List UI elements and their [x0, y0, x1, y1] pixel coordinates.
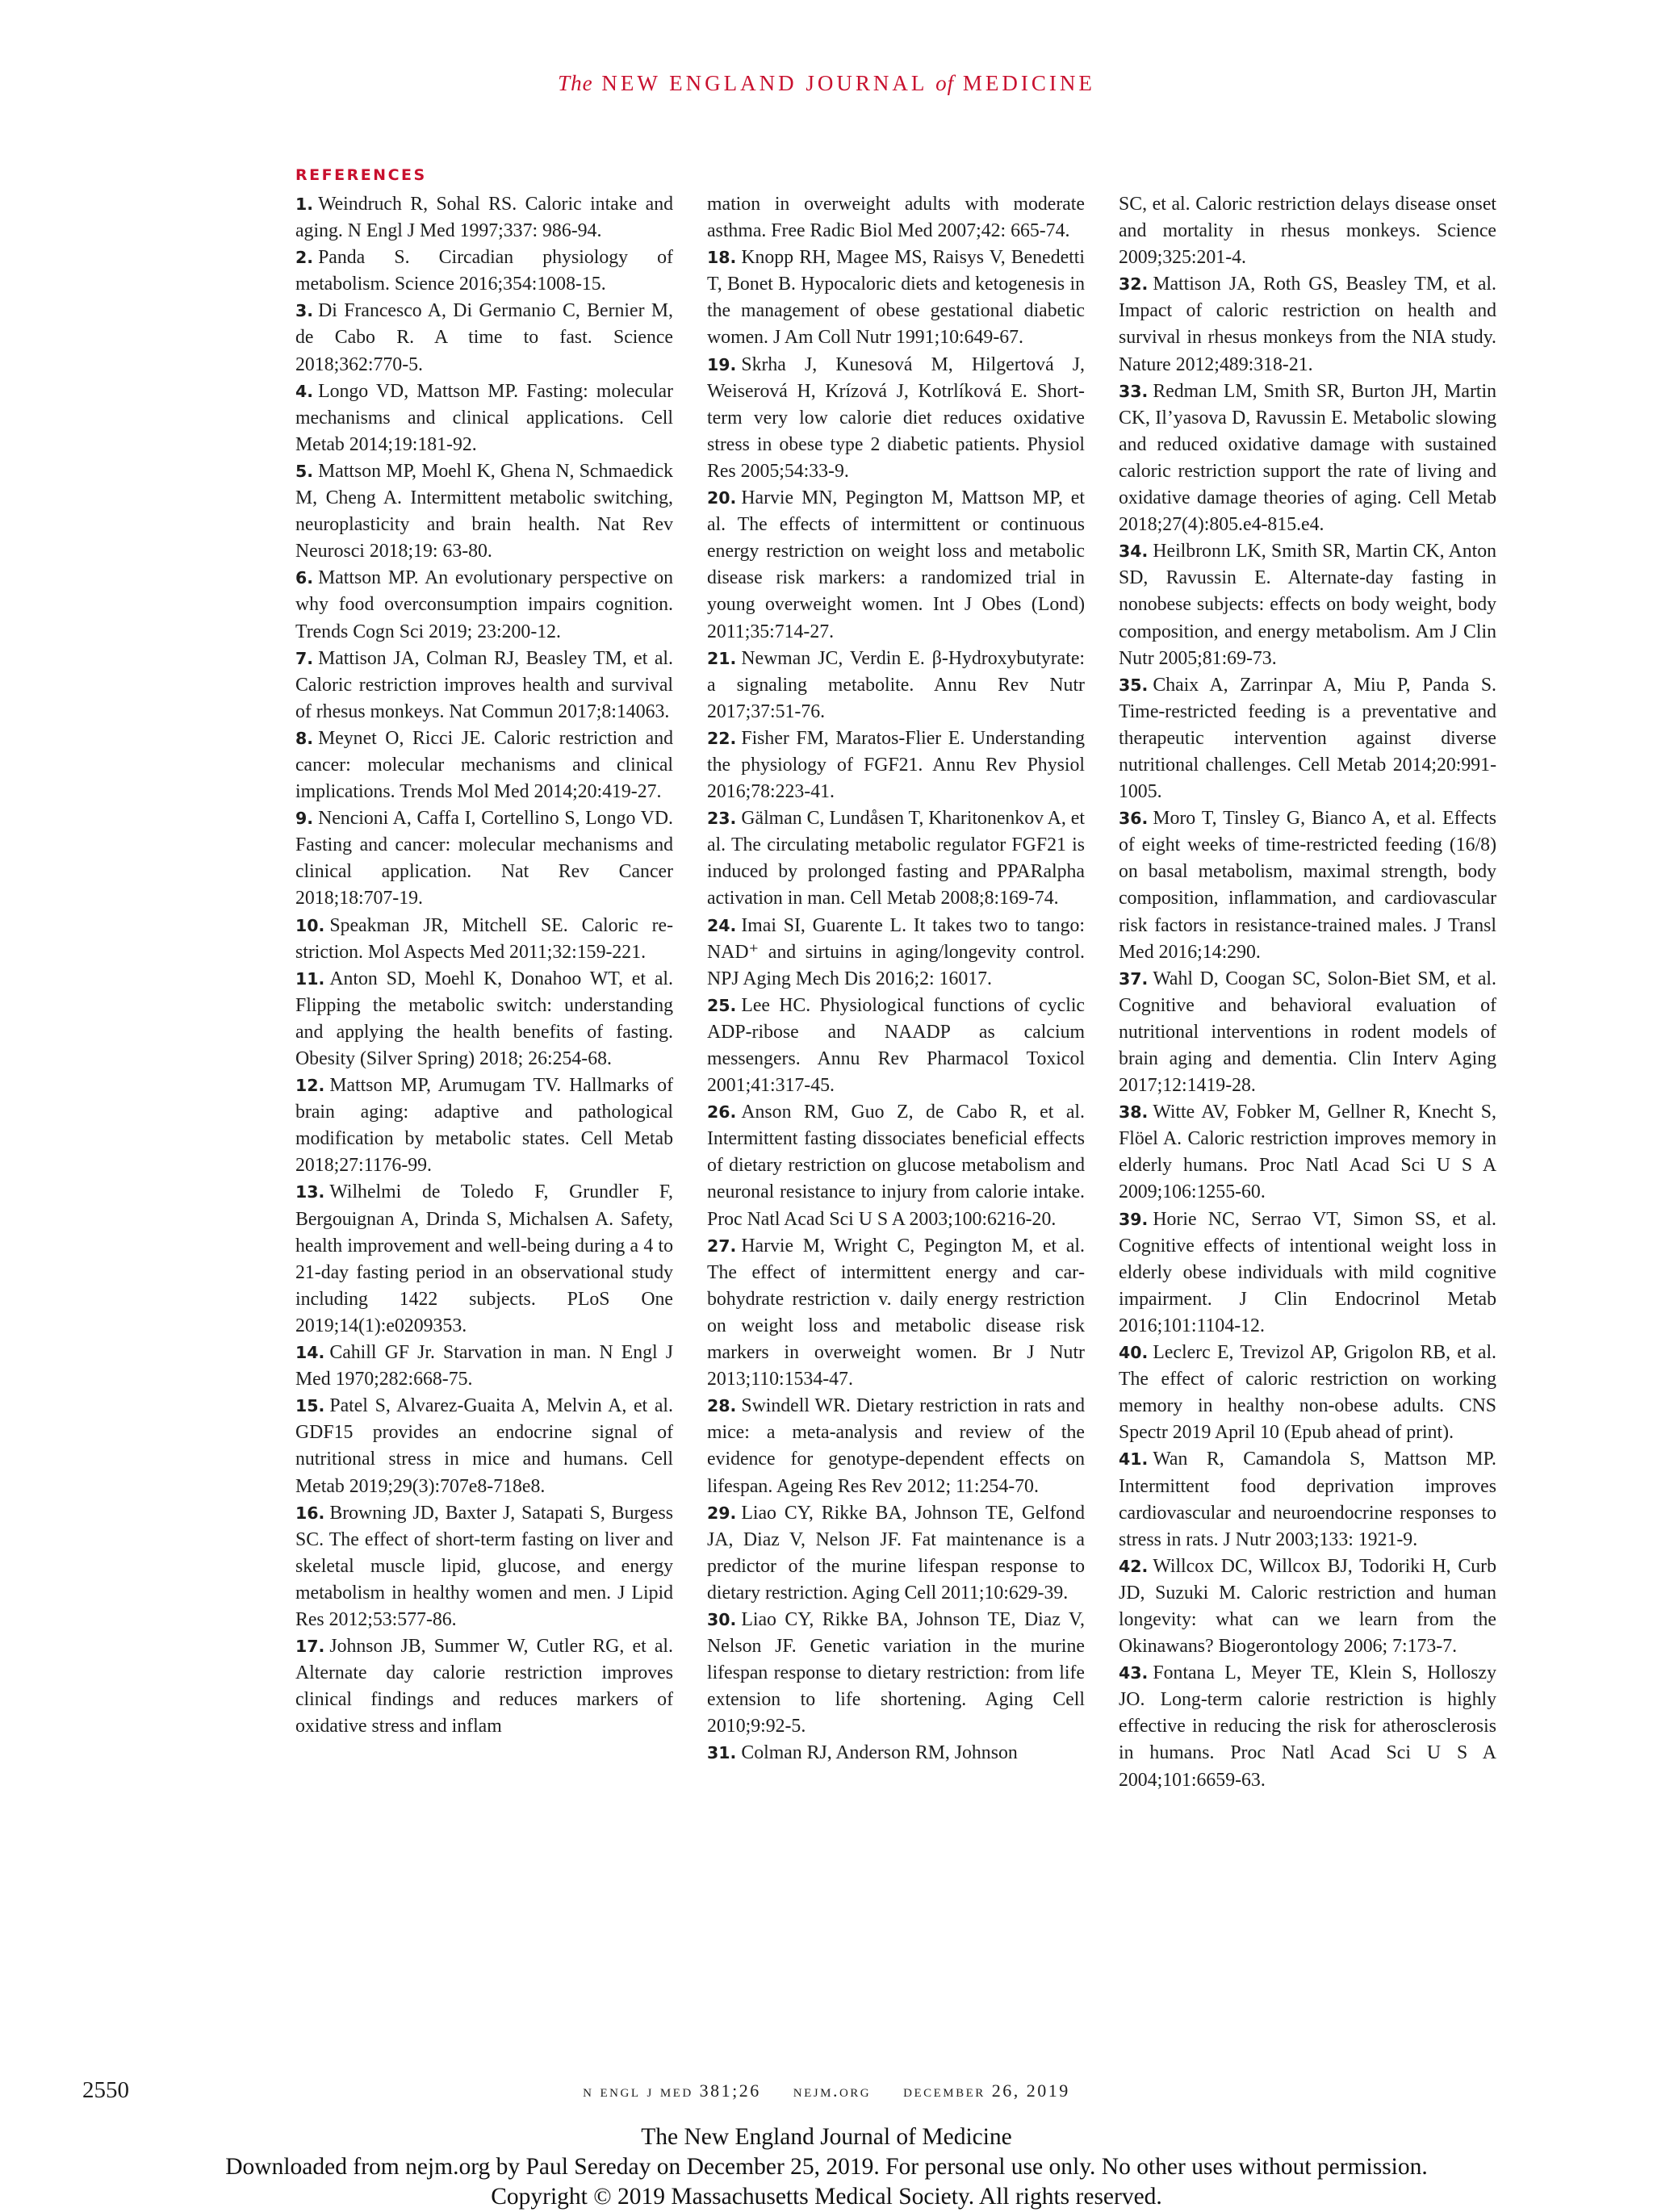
reference-number: 36.: [1119, 809, 1149, 829]
reference-number: 30.: [707, 1609, 737, 1629]
journal-footer: [0, 2080, 1653, 2101]
reference-number: 2.: [295, 248, 314, 268]
reference-item: [1119, 1553, 1496, 1660]
reference-number: 31.: [707, 1743, 737, 1763]
reference-number: 39.: [1119, 1209, 1149, 1229]
reference-text: Meynet O, Ricci JE. Caloric restriction and cancer: molecular mechanisms and clinical implications. Trends Mol Med 2014;20:419-27.: [295, 727, 673, 803]
reference-text: Redman LM, Smith SR, Burton JH, Martin CK, Il’yasova D, Ravussin E. Metabolic slowing and reduced oxidative damage with sustained caloric restriction support the rate of living and oxidative damage theories of aging. Cell Metab 2018;27(4):805.e4-815.e4.: [1119, 380, 1496, 536]
reference-text: Lee HC. Physiological functions of cyclic ADP-ribose and NAADP as calcium messengers. Annu Rev Pharmacol Toxicol 2001;41:317-45.: [707, 994, 1085, 1097]
reference-number: 12.: [295, 1076, 325, 1096]
reference-number: 22.: [707, 728, 737, 748]
reference-item: [295, 1500, 673, 1633]
reference-item: [295, 1179, 673, 1340]
reference-item: [707, 1099, 1085, 1232]
reference-text: Leclerc E, Trevizol AP, Grigolon RB, et al. The effect of caloric restriction on working memory in healthy non-obese adults. CNS Spectr 2019 April 10 (Epub ahead of print).: [1119, 1342, 1496, 1444]
reference-text: Liao CY, Rikke BA, Johnson TE, Gelfond JA, Diaz V, Nelson JF. Fat maintenance is a predictor of the murine lifespan response to dietary restriction. Aging Cell 2011;10:629-39.: [707, 1502, 1085, 1604]
reference-item: [295, 725, 673, 805]
reference-item: [707, 485, 1085, 646]
reference-item: [1119, 1446, 1496, 1553]
reference-number: 17.: [295, 1637, 325, 1657]
reference-number: 24.: [707, 915, 737, 935]
reference-number: 27.: [707, 1236, 737, 1256]
reference-text: Mattson MP. An evolutionary perspective on why food overconsumption impairs cognition. Trends Cogn Sci 2019; 23:200-12.: [295, 567, 673, 642]
reference-text: Liao CY, Rikke BA, Johnson TE, Diaz V, Nelson JF. Genetic variation in the murine lifespan response to dietary restriction: from life extension to life shortening. Aging Cell 2010;9:92-5.: [707, 1608, 1085, 1737]
reference-number: 20.: [707, 488, 737, 508]
reference-number: 19.: [707, 354, 737, 374]
reference-item: [295, 1393, 673, 1499]
reference-text: Harvie M, Wright C, Pegington M, et al. The effect of intermittent energy and carbohydrate restriction v. daily energy restriction on weight loss and metabolic disease risk markers in overweight women. Br J Nutr 2013;110:1534-47.: [707, 1235, 1085, 1390]
reference-item: [707, 1233, 1085, 1394]
reference-text: Heilbronn LK, Smith SR, Martin CK, Anton SD, Ravussin E. Alternate-day fasting in nonobese subjects: effects on body weight, body composition, and energy metabolism. Am J Clin Nutr 2005;81:69-73.: [1119, 541, 1496, 669]
reference-item: [295, 245, 673, 298]
reference-number: 5.: [295, 461, 314, 481]
reference-text: Johnson JB, Summer W, Cutler RG, et al. Alternate day calorie restriction improves clinical findings and reduces markers of oxidative stress and inflam: [295, 1636, 673, 1737]
reference-number: 40.: [1119, 1343, 1149, 1363]
reference-number: 37.: [1119, 968, 1149, 989]
reference-item: [707, 352, 1085, 485]
reference-column-2: [707, 191, 1085, 1794]
reference-text: Moro T, Tinsley G, Bianco A, et al. Effects of eight weeks of time-restricted feeding (16/8) on basal metabolism, maximal strength, body composition, inflammation, and cardiovascular risk factors in resistance-trained males. J Transl Med 2016;14:290.: [1119, 808, 1496, 963]
reference-text: Swindell WR. Dietary restriction in rats and mice: a meta-analysis and review of the evidence for genotype-dependent effects on lifespan. Ageing Res Rev 2012; 11:254-70.: [707, 1395, 1085, 1497]
reference-item: [707, 1393, 1085, 1499]
reference-text: Skrha J, Kunesová M, Hilgertová J, Weiserová H, Krízová J, Kotrlíková E. Short-term very low calorie diet reduces oxidative stress in obese type 2 diabetic patients. Physiol Res 2005;54:33-9.: [707, 353, 1085, 482]
reference-number: 14.: [295, 1343, 325, 1363]
reference-item: [295, 966, 673, 1073]
journal-header-medicine: MEDICINE: [962, 71, 1095, 95]
reference-item: [295, 913, 673, 966]
reference-text: Horie NC, Serrao VT, Simon SS, et al. Cognitive effects of intentional weight loss in elderly obese individuals with mild cognitive impairment. J Clin Endocrinol Metab 2016;101:1104-12.: [1119, 1208, 1496, 1336]
reference-text: Anson RM, Guo Z, de Cabo R, et al. Intermittent fasting dissociates beneficial effects of dietary restriction on glucose metabolism and neuronal resistance to injury from calorie intake. Proc Natl Acad Sci U S A 2003;100:6216-20.: [707, 1102, 1085, 1230]
reference-text: Imai SI, Guarente L. It takes two to tango: NAD⁺ and sirtuins in aging/longevity control. NPJ Aging Mech Dis 2016;2: 16017.: [707, 914, 1085, 989]
reference-item: [1119, 805, 1496, 966]
reference-text: Fontana L, Meyer TE, Klein S, Holloszy JO. Long-term calorie restriction is highly effective in reducing the risk for atherosclerosis in humans. Proc Natl Acad Sci U S A 2004;101:6659-63.: [1119, 1662, 1496, 1791]
reference-text: Panda S. Circadian physiology of metabolism. Science 2016;354:1008-15.: [295, 247, 673, 295]
reference-item: [707, 191, 1085, 245]
reference-text: SC, et al. Caloric restriction delays disease onset and mortality in rhesus monkeys. Science 2009;325:201-4.: [1119, 194, 1496, 269]
reference-item: [295, 1073, 673, 1179]
download-notice-copyright: Copyright © 2019 Massachusetts Medical Society. All rights reserved.: [491, 2184, 1162, 2210]
reference-number: 7.: [295, 648, 314, 668]
reference-text: Mattison JA, Colman RJ, Beasley TM, et al. Caloric restriction improves health and survival of rhesus monkeys. Nat Commun 2017;8:14063.: [295, 647, 673, 722]
reference-item: [1119, 1206, 1496, 1340]
reference-item: [295, 458, 673, 565]
reference-text: Wahl D, Coogan SC, Solon-Biet SM, et al. Cognitive and behavioral evaluation of nutritional interventions in rodent models of brain aging and dementia. Clin Interv Aging 2017;12:1419-28.: [1119, 968, 1496, 1097]
reference-number: 33.: [1119, 381, 1149, 401]
reference-item: [707, 646, 1085, 725]
download-notice: [0, 2122, 1653, 2212]
reference-item: [1119, 271, 1496, 378]
reference-number: 11.: [295, 968, 325, 989]
reference-item: [707, 725, 1085, 805]
reference-text: Wilhelmi de Toledo F, Grundler F, Bergouignan A, Drinda S, Michalsen A. Safety, health improvement and well-being during a 4 to 21-day fasting period in an observational study including 1422 subjects. PLoS One 2019;14(1):e0209353.: [295, 1181, 673, 1336]
footer-site: nejm.org: [793, 2080, 872, 2101]
reference-text: Speakman JR, Mitchell SE. Caloric restriction. Mol Aspects Med 2011;32:159-221.: [295, 914, 673, 963]
reference-column-1: [295, 191, 673, 1794]
reference-number: 42.: [1119, 1556, 1149, 1576]
reference-item: [1119, 1340, 1496, 1446]
reference-item: [707, 1500, 1085, 1607]
reference-column-3: [1119, 191, 1496, 1794]
reference-item: [295, 378, 673, 458]
reference-text: Anton SD, Moehl K, Donahoo WT, et al. Flipping the metabolic switch: understanding and applying the health benefits of fasting. Obesity (Silver Spring) 2018; 26:254-68.: [295, 968, 673, 1069]
reference-item: [295, 565, 673, 645]
reference-number: 16.: [295, 1503, 325, 1523]
reference-item: [1119, 538, 1496, 671]
journal-header-name: NEW ENGLAND JOURNAL: [601, 71, 927, 95]
reference-number: 13.: [295, 1182, 325, 1202]
reference-text: Cahill GF Jr. Starvation in man. N Engl J Med 1970;282:668-75.: [295, 1342, 673, 1390]
reference-number: 18.: [707, 248, 737, 268]
reference-text: Browning JD, Baxter J, Satapati S, Burgess SC. The effect of short-term fasting on liver and skeletal muscle lipid, glucose, and energy metabolism in healthy women and men. J Lipid Res 2012;53:577-86.: [295, 1502, 673, 1630]
reference-number: 28.: [707, 1396, 737, 1416]
reference-text: Mattson MP, Arumugam TV. Hallmarks of brain aging: adaptive and pathological modification by metabolic states. Cell Metab 2018;27:1176-99.: [295, 1075, 673, 1177]
reference-text: Newman JC, Verdin E. β-Hydroxybutyrate: a signaling metabolite. Annu Rev Nutr 2017;37:51-76.: [707, 647, 1085, 722]
references-columns: [295, 191, 1496, 1794]
reference-number: 26.: [707, 1102, 737, 1123]
reference-item: [295, 805, 673, 912]
reference-number: 41.: [1119, 1449, 1149, 1470]
reference-text: Mattson MP, Moehl K, Ghena N, Schmaedick M, Cheng A. Intermittent metabolic switching, neuroplasticity and brain health. Nat Rev Neurosci 2018;19: 63-80.: [295, 460, 673, 562]
journal-header: [0, 71, 1653, 96]
download-notice-terms: Downloaded from nejm.org by Paul Sereday on December 25, 2019. For personal use only. No other uses without permission.: [225, 2154, 1428, 2180]
reference-text: Longo VD, Mattson MP. Fasting: molecular mechanisms and clinical applications. Cell Metab 2014;19:181-92.: [295, 380, 673, 455]
reference-number: 32.: [1119, 274, 1149, 295]
reference-text: Mattison JA, Roth GS, Beasley TM, et al. Impact of caloric restriction on health and survival in rhesus monkeys from the NIA study. Nature 2012;489:318-21.: [1119, 274, 1496, 375]
reference-item: [707, 993, 1085, 1099]
reference-number: 21.: [707, 648, 737, 668]
reference-number: 3.: [295, 301, 314, 321]
journal-header-the: The: [558, 71, 593, 95]
reference-number: 35.: [1119, 675, 1149, 695]
footer-date: december 26, 2019: [903, 2080, 1070, 2101]
reference-text: Weindruch R, Sohal RS. Caloric intake and aging. N Engl J Med 1997;337: 986-94.: [295, 194, 673, 242]
reference-number: 34.: [1119, 542, 1149, 562]
reference-number: 10.: [295, 915, 325, 935]
reference-item: [1119, 378, 1496, 539]
reference-number: 8.: [295, 728, 314, 748]
reference-item: [1119, 191, 1496, 271]
reference-item: [707, 1740, 1085, 1767]
reference-item: [707, 245, 1085, 351]
reference-number: 43.: [1119, 1663, 1149, 1683]
reference-text: Patel S, Alvarez-Guaita A, Melvin A, et al. GDF15 provides an endocrine signal of nutritional stress in mice and humans. Cell Metab 2019;29(3):707e8-718e8.: [295, 1395, 673, 1497]
reference-item: [295, 191, 673, 245]
reference-text: Nencioni A, Caffa I, Cortellino S, Longo VD. Fasting and cancer: molecular mechanisms and clinical application. Nat Rev Cancer 2018;18:707-19.: [295, 808, 673, 909]
reference-text: Wan R, Camandola S, Mattson MP. Intermittent food deprivation improves cardiovascular and neuroendocrine responses to stress in rats. J Nutr 2003;133: 1921-9.: [1119, 1449, 1496, 1550]
reference-item: [707, 1607, 1085, 1740]
references-heading: REFERENCES: [295, 166, 427, 184]
reference-text: Colman RJ, Anderson RM, Johnson: [741, 1742, 1018, 1764]
reference-item: [295, 298, 673, 378]
footer-citation: n engl j med 381;26: [583, 2080, 761, 2101]
reference-number: 29.: [707, 1503, 737, 1523]
reference-text: Knopp RH, Magee MS, Raisys V, Benedetti T, Bonet B. Hypocaloric diets and ketogenesis in the management of obese gestational diabetic women. J Am Coll Nutr 1991;10:649-67.: [707, 247, 1085, 349]
reference-item: [1119, 966, 1496, 1099]
journal-header-of: of: [935, 71, 955, 95]
reference-item: [1119, 672, 1496, 805]
reference-item: [1119, 1099, 1496, 1206]
reference-text: Gälman C, Lundåsen T, Kharitonenkov A, et al. The circulating metabolic regulator FGF21 is induced by prolonged fasting and PPARalpha activation in man. Cell Metab 2008;8:169-74.: [707, 808, 1085, 909]
reference-number: 38.: [1119, 1102, 1149, 1123]
reference-text: Fisher FM, Maratos-Flier E. Understanding the physiology of FGF21. Annu Rev Physiol 2016;78:223-41.: [707, 727, 1085, 803]
reference-item: [295, 1633, 673, 1740]
reference-item: [707, 805, 1085, 912]
reference-number: 23.: [707, 809, 737, 829]
reference-number: 1.: [295, 194, 314, 214]
reference-number: 4.: [295, 381, 314, 401]
reference-text: Chaix A, Zarrinpar A, Miu P, Panda S. Time-restricted feeding is a preventative and therapeutic intervention against diverse nutritional challenges. Cell Metab 2014;20:991-1005.: [1119, 674, 1496, 803]
reference-text: Witte AV, Fobker M, Gellner R, Knecht S, Flöel A. Caloric restriction improves memory in elderly humans. Proc Natl Acad Sci U S A 2009;106:1255-60.: [1119, 1102, 1496, 1203]
reference-text: Willcox DC, Willcox BJ, Todoriki H, Curb JD, Suzuki M. Caloric restriction and human longevity: what can we learn from the Okinawans? Biogerontology 2006; 7:173-7.: [1119, 1555, 1496, 1658]
reference-item: [295, 1340, 673, 1393]
reference-number: 9.: [295, 809, 314, 829]
reference-item: [1119, 1660, 1496, 1793]
reference-text: Di Francesco A, Di Germanio C, Bernier M, de Cabo R. A time to fast. Science 2018;362:770-5.: [295, 300, 673, 375]
reference-item: [295, 646, 673, 725]
page-number: 2550: [82, 2077, 129, 2103]
reference-item: [707, 913, 1085, 993]
reference-number: 15.: [295, 1396, 325, 1416]
reference-number: 6.: [295, 568, 314, 588]
download-notice-journal: The New England Journal of Medicine: [641, 2124, 1012, 2150]
reference-text: Harvie MN, Pegington M, Mattson MP, et al. The effects of intermittent or continuous energy restriction on weight loss and metabolic disease risk markers: a randomized trial in young overweight women. Int J Obes (Lond) 2011;35:714-27.: [707, 487, 1085, 642]
reference-number: 25.: [707, 995, 737, 1015]
reference-text: mation in overweight adults with moderate asthma. Free Radic Biol Med 2007;42: 665-74.: [707, 194, 1085, 242]
